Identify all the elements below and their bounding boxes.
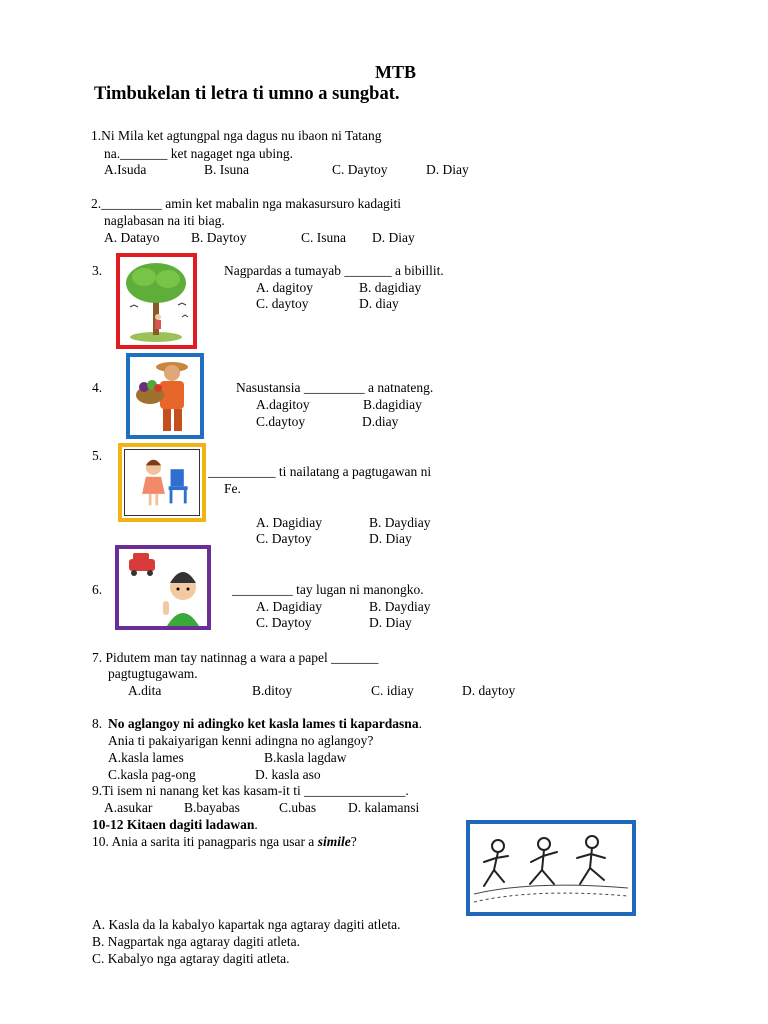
choice-a[interactable]: A.dagitoy (256, 397, 310, 412)
boy-car-icon (119, 549, 207, 626)
question-text: Nasustansia _________ a natnateng. (236, 380, 434, 395)
choice-b[interactable]: B.kasla lagdaw (264, 750, 347, 765)
choice-c[interactable]: C. Isuna (301, 230, 346, 245)
choice-c[interactable]: C.kasla pag-ong (108, 767, 196, 782)
choice-d[interactable]: D.diay (362, 414, 399, 429)
question-number: 6. (92, 582, 103, 597)
question-text: 2._________ amin ket mabalin nga makasursuro kadagiti (91, 196, 402, 211)
choice-d[interactable]: D. Diay (372, 230, 415, 245)
question-text: _________ tay lugan ni manongko. (232, 582, 424, 597)
choice-c[interactable]: C. idiay (371, 683, 414, 698)
instructions-heading: Timbukelan ti letra ti umno a sungbat. (94, 84, 400, 104)
choice-d[interactable]: D. Diay (369, 615, 412, 630)
choice-a[interactable]: A. Dagidiay (256, 515, 322, 530)
choice-a[interactable]: A. Datayo (104, 230, 160, 245)
choice-a[interactable]: A. dagitoy (256, 280, 313, 295)
choice-a[interactable]: A.asukar (104, 800, 153, 815)
choice-c[interactable]: C. Daytoy (256, 531, 312, 546)
question-text: Fe. (224, 481, 241, 496)
choice-c[interactable]: C. Kabalyo nga agtaray dagiti atleta. (92, 951, 290, 966)
choice-a[interactable]: A. Kasla da la kabalyo kapartak nga agtaray dagiti atleta. (92, 917, 401, 932)
choice-b[interactable]: B. Isuna (204, 162, 249, 177)
question-number: 3. (92, 263, 103, 278)
girl-chair-icon (125, 450, 199, 515)
choice-c[interactable]: C.ubas (279, 800, 317, 815)
farmer-icon (130, 357, 200, 435)
choice-a[interactable]: A.kasla lames (108, 750, 184, 765)
choice-b[interactable]: B. Daydiay (369, 599, 431, 614)
girl-chair-picture (118, 443, 206, 522)
page-title: MTB (375, 62, 417, 82)
choice-d[interactable]: D. Diay (426, 162, 469, 177)
tree-icon (120, 257, 193, 345)
choice-c[interactable]: C. Daytoy (256, 615, 312, 630)
choice-b[interactable]: B.ditoy (252, 683, 293, 698)
question-text: __________ ti nailatang a pagtugawan ni (208, 464, 432, 479)
question-text: 10. Ania a sarita iti panagparis nga usar a simile? (92, 834, 357, 849)
choice-a[interactable]: A.dita (128, 683, 162, 698)
question-number: 4. (92, 380, 103, 395)
question-text: 1.Ni Mila ket agtungpal nga dagus nu ibaon ni Tatang (91, 128, 382, 143)
choice-d[interactable]: D. diay (359, 296, 399, 311)
choice-d[interactable]: D. kasla aso (255, 767, 321, 782)
question-text: naglabasan na iti biag. (104, 213, 225, 228)
choice-b[interactable]: B. Nagpartak nga agtaray dagiti atleta. (92, 934, 301, 949)
choice-b[interactable]: B. Daytoy (191, 230, 247, 245)
question-number: 5. (92, 448, 103, 463)
choice-c[interactable]: C. Daytoy (332, 162, 388, 177)
choice-d[interactable]: D. kalamansi (348, 800, 420, 815)
runners-race-picture (466, 820, 636, 916)
choice-c[interactable]: C. daytoy (256, 296, 309, 311)
choice-d[interactable]: D. Diay (369, 531, 412, 546)
choice-a[interactable]: A.Isuda (104, 162, 147, 177)
question-statement: No aglangoy ni adingko ket kasla lames ti kapardasna. (108, 716, 422, 731)
choice-a[interactable]: A. Dagidiay (256, 599, 322, 614)
choice-b[interactable]: B. dagidiay (359, 280, 422, 295)
question-text: 9.Ti isem ni nanang ket kas kasam-it ti _______________. (92, 783, 409, 798)
question-text: pagtugtugawam. (108, 666, 198, 681)
question-text: Ania ti pakaiyarigan kenni adingna no aglangoy? (108, 733, 374, 748)
runners-icon (470, 824, 632, 912)
farmer-vegetables-picture (126, 353, 204, 439)
question-number: 8. (92, 716, 103, 731)
question-text: Nagpardas a tumayab _______ a bibillit. (224, 263, 444, 278)
question-text: na._______ ket nagaget nga ubing. (104, 146, 293, 161)
choice-c[interactable]: C.daytoy (256, 414, 306, 429)
question-text: 7. Pidutem man tay natinnag a wara a papel _______ (92, 650, 379, 665)
boy-car-picture (115, 545, 211, 630)
choice-b[interactable]: B. Daydiay (369, 515, 431, 530)
choice-b[interactable]: B.bayabas (184, 800, 240, 815)
choice-d[interactable]: D. daytoy (462, 683, 516, 698)
tree-birds-picture (116, 253, 197, 349)
section-heading: 10-12 Kitaen dagiti ladawan. (92, 817, 258, 832)
choice-b[interactable]: B.dagidiay (363, 397, 422, 412)
